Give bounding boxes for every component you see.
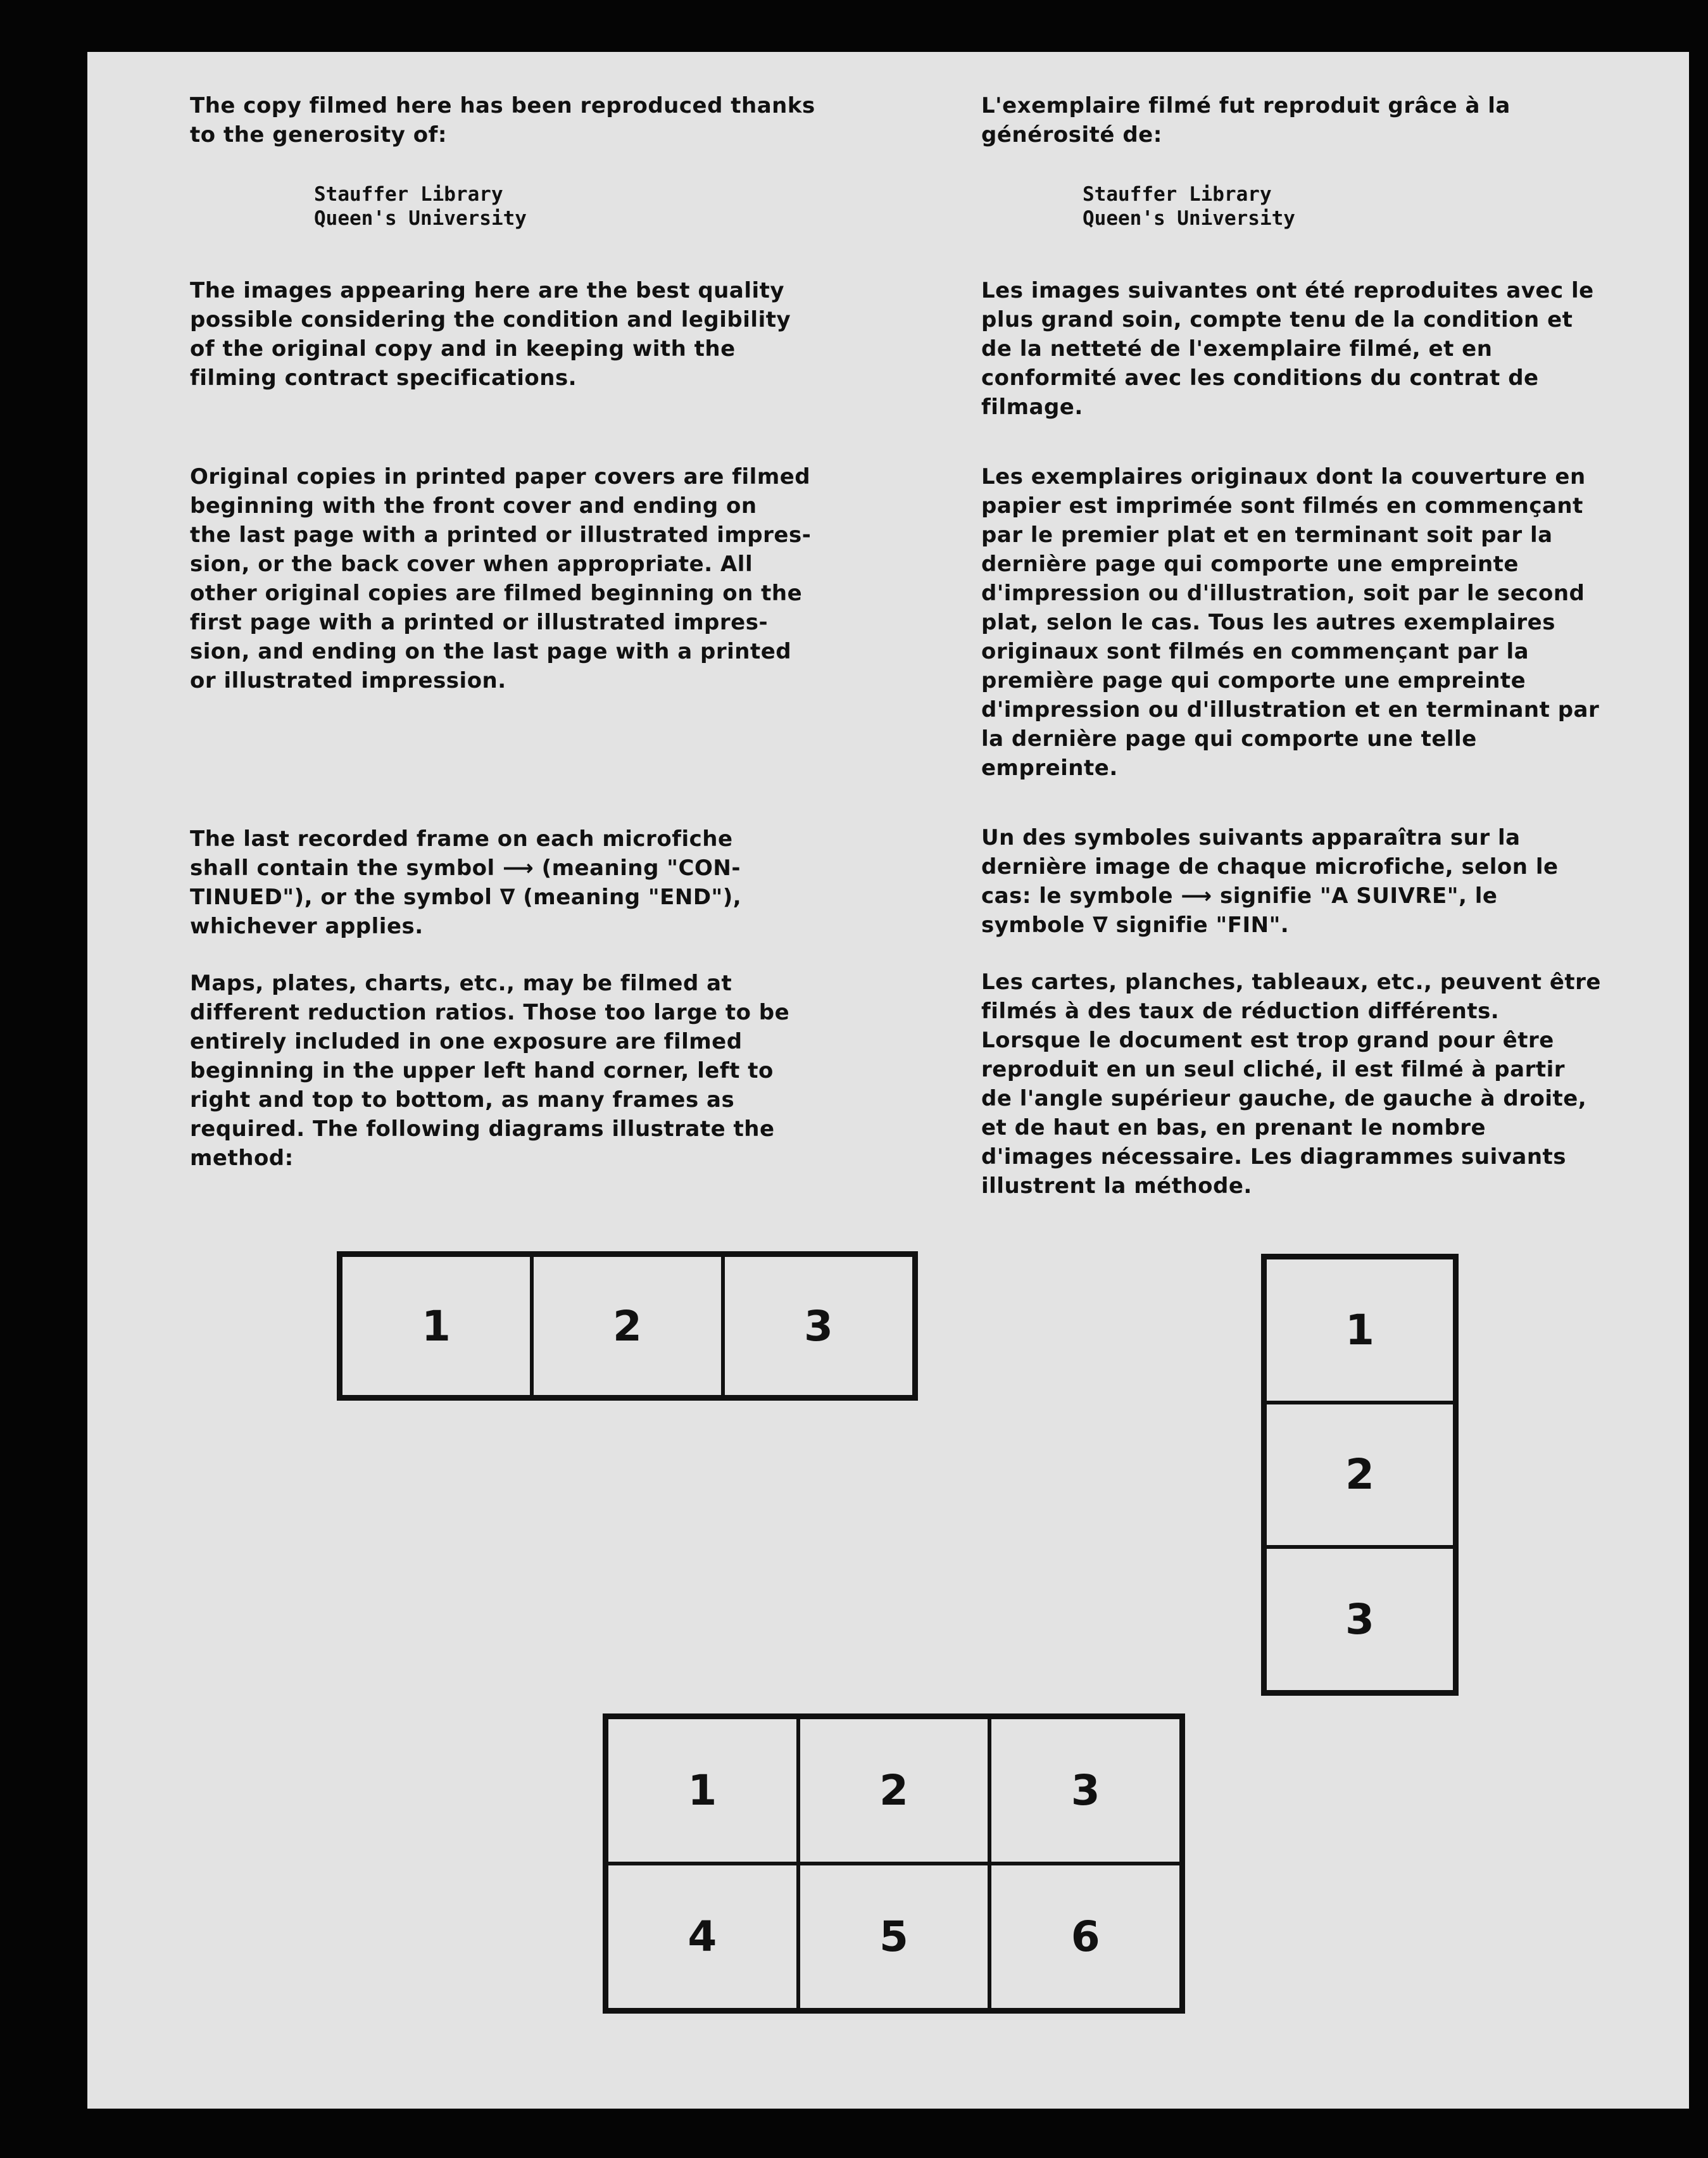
filming-notice-sheet — [87, 52, 1689, 2109]
diagram-cell: 3 — [1265, 1547, 1455, 1692]
maps-text-en: Maps, plates, charts, etc., may be filmed at different reduction ratios. Those too large to be entirely included in one exposure are filmed beginning in the upper left hand corner, left to right and top to bottom, as many frames as required. The following diagrams illustrate the method: — [190, 971, 790, 1171]
grid-diagram — [603, 1713, 1185, 2014]
diagram-cell: 1 — [606, 1717, 798, 1864]
diagram-cell: 2 — [798, 1717, 990, 1864]
symbols-text-en: The last recorded frame on each microfiche shall contain the symbol ⟶ (meaning "CON- TINUED"), or the symbol ∇ (meaning "END"), whichever applies. — [190, 826, 742, 939]
english-column — [190, 91, 855, 1173]
diagram-cell: 3 — [989, 1717, 1181, 1864]
quality-text-fr: Les images suivantes ont été reproduites avec le plus grand soin, compte tenu de la condition et de la netteté de l'exemplaire filmé, et en conformité avec les conditions du contrat de filmage. — [981, 278, 1594, 420]
library-name-en: Stauffer Library Queen's University — [314, 183, 527, 230]
diagram-cell: 4 — [606, 1864, 798, 2010]
quality-text-en: The images appearing here are the best quality possible considering the condition and legibility of the original copy and in keeping with the filming contract specifications. — [190, 278, 791, 391]
intro-text-fr: L'exemplaire filmé fut reproduit grâce à la générosité de: — [981, 93, 1510, 148]
library-name-fr: Stauffer Library Queen's University — [1083, 183, 1295, 230]
covers-text-fr: Les exemplaires originaux dont la couverture en papier est imprimée sont filmés en commençant par le premier plat et en terminant soit par la dernière page qui comporte une empreinte d'impression ou d'illustration, soit par le second plat, selon le cas. Tous les autres exemplaires originaux sont filmés en commençant par la première page qui comporte une empreinte d'impression ou d'illustration et en terminant par la dernière page qui comporte une telle empreinte. — [981, 464, 1600, 781]
diagram-cell: 3 — [723, 1255, 914, 1397]
french-column — [981, 91, 1646, 1201]
row-diagram — [337, 1251, 918, 1401]
maps-text-fr: Les cartes, planches, tableaux, etc., peuvent être filmés à des taux de réduction différents. Lorsque le document est trop grand pour être reproduit en un seul cliché, il est filmé à partir de l'angle supérieur gauche, de gauche à droite, et de haut en bas, en prenant le nombre d'images nécessaire. Les diagrammes suivants illustrent la méthode. — [981, 969, 1601, 1199]
intro-text-en: The copy filmed here has been reproduced thanks to the generosity of: — [190, 93, 815, 148]
diagram-cell: 6 — [989, 1864, 1181, 2010]
covers-text-en: Original copies in printed paper covers are filmed beginning with the front cover and ending on the last page with a printed or illustrated impres- sion, or the back cover when appropriate. All other original copies are filmed beginning on the first page with a printed or illustrated impres- sion, and ending on the last page with a printed or illustrated impression. — [190, 464, 812, 693]
diagram-cell: 5 — [798, 1864, 990, 2010]
diagram-cell: 1 — [1265, 1258, 1455, 1403]
column-diagram — [1261, 1254, 1459, 1696]
diagram-cell: 2 — [1265, 1403, 1455, 1548]
diagram-cell: 2 — [532, 1255, 723, 1397]
symbols-text-fr: Un des symboles suivants apparaîtra sur la dernière image de chaque microfiche, selon le cas: le symbole ⟶ signifie "A SUIVRE", le symbole ∇ signifie "FIN". — [981, 825, 1559, 938]
diagram-cell: 1 — [341, 1255, 532, 1397]
